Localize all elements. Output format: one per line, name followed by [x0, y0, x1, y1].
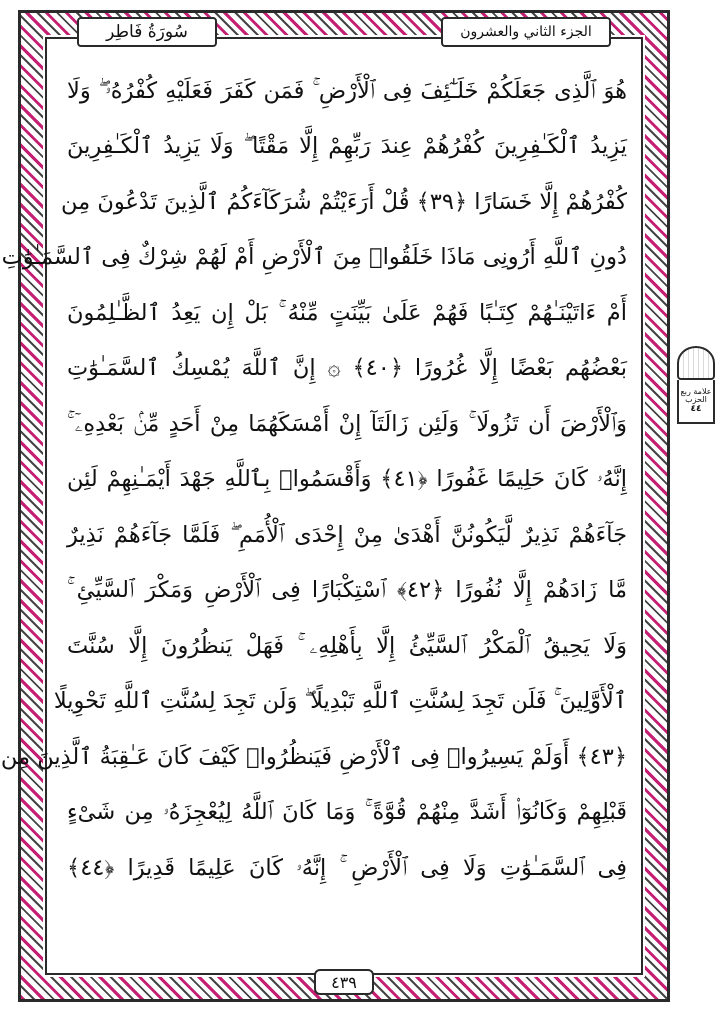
text-line: قَبْلِهِمْ وَكَانُوٓا۟ أَشَدَّ مِنْهُمْ قُوَّةً ۚ وَمَا كَانَ ٱللَّهُ لِيُعْجِزَهُۥ مِن شَىْءٍ	[67, 799, 627, 826]
hizb-label-line2: الحزب	[685, 395, 707, 405]
text-line: فِى ٱلسَّمَـٰوَٰتِ وَلَا فِى ٱلْأَرْضِ ۚ إِنَّهُۥ كَانَ عَلِيمًا قَدِيرًا ﴿٤٤﴾	[67, 854, 627, 881]
page-frame	[0, 10, 670, 1002]
text-line: وَلَا يَحِيقُ ٱلْمَكْرُ ٱلسَّيِّئُ إِلَّا بِأَهْلِهِۦ ۚ فَهَلْ يَنظُرُونَ إِلَّا سُنَّتَ	[67, 632, 627, 659]
text-line: أَمْ ءَاتَيْنَـٰهُمْ كِتَـٰبًا فَهُمْ عَلَىٰ بَيِّنَتٍ مِّنْهُ ۚ بَلْ إِن يَعِدُ ٱلظَّـٰلِمُونَ	[67, 299, 627, 326]
juz-label: الجزء الثاني والعشرون	[460, 24, 592, 40]
hizb-marker	[674, 346, 718, 428]
text-line: يَزِيدُ ٱلْكَـٰفِرِينَ كُفْرُهُمْ عِندَ رَبِّهِمْ إِلَّا مَقْتًا ۖ وَلَا يَزِيدُ ٱلْكَـٰفِرِينَ	[67, 133, 627, 160]
text-line: إِنَّهُۥ كَانَ حَلِيمًا غَفُورًا ﴿٤١﴾ وَأَقْسَمُوا۟ بِٱللَّهِ جَهْدَ أَيْمَـٰنِهِمْ لَئِن	[67, 466, 627, 493]
page-number: ٤٣٩	[331, 972, 357, 992]
text-line: مَّا زَادَهُمْ إِلَّا نُفُورًا ﴿٤٢﴾ ٱسْتِكْبَارًا فِى ٱلْأَرْضِ وَمَكْرَ ٱلسَّيِّئِ ۚ	[67, 577, 627, 604]
verse-text-block	[0, 63, 627, 951]
text-line: كُفْرُهُمْ إِلَّا خَسَارًا ﴿٣٩﴾ قُلْ أَرَءَيْتُمْ شُرَكَآءَكُمُ ٱلَّذِينَ تَدْعُونَ مِن	[61, 188, 627, 215]
page-number-box	[314, 969, 374, 995]
dome-icon	[677, 346, 715, 380]
surah-name-header	[77, 17, 217, 47]
text-line: ٱلْأَوَّلِينَ ۚ فَلَن تَجِدَ لِسُنَّتِ ٱللَّهِ تَبْدِيلًا ۖ وَلَن تَجِدَ لِسُنَّتِ ٱللَّهِ تَحْوِيلًا	[53, 688, 627, 715]
text-line: بَعْضُهُم بَعْضًا إِلَّا غُرُورًا ﴿٤٠﴾ ۞ إِنَّ ٱللَّهَ يُمْسِكُ ٱلسَّمَـٰوَٰتِ	[67, 355, 627, 382]
text-line: جَآءَهُمْ نَذِيرٌ لَّيَكُونُنَّ أَهْدَىٰ مِنْ إِحْدَى ٱلْأُمَمِ ۖ فَلَمَّا جَآءَهُمْ نَذِيرٌ	[67, 521, 627, 548]
hizb-label-line1: علامة ربع	[680, 386, 712, 396]
hizb-label-box	[677, 380, 715, 424]
hizb-number: ٤٤	[690, 403, 702, 414]
surah-name: سُورَةُ فَاطِر	[106, 22, 188, 42]
juz-header	[441, 17, 611, 47]
text-line: وَٱلْأَرْضَ أَن تَزُولَا ۚ وَلَئِن زَالَتَآ إِنْ أَمْسَكَهُمَا مِنْ أَحَدٍ مِّنۢ بَعْدِهِۦٓ ۚ	[67, 410, 627, 437]
text-line: هُوَ ٱلَّذِى جَعَلَكُمْ خَلَـٰٓئِفَ فِى ٱلْأَرْضِ ۚ فَمَن كَفَرَ فَعَلَيْهِ كُفْرُهُۥ ۖ وَلَا	[67, 77, 627, 104]
text-line: ﴿٤٣﴾ أَوَلَمْ يَسِيرُوا۟ فِى ٱلْأَرْضِ فَيَنظُرُوا۟ كَيْفَ كَانَ عَـٰقِبَةُ ٱلَّذِينَ مِن	[0, 743, 627, 770]
text-line: دُونِ ٱللَّهِ أَرُونِى مَاذَا خَلَقُوا۟ مِنَ ٱلْأَرْضِ أَمْ لَهُمْ شِرْكٌ فِى ٱلسَّمَـٰوَٰتِ	[1, 244, 627, 271]
